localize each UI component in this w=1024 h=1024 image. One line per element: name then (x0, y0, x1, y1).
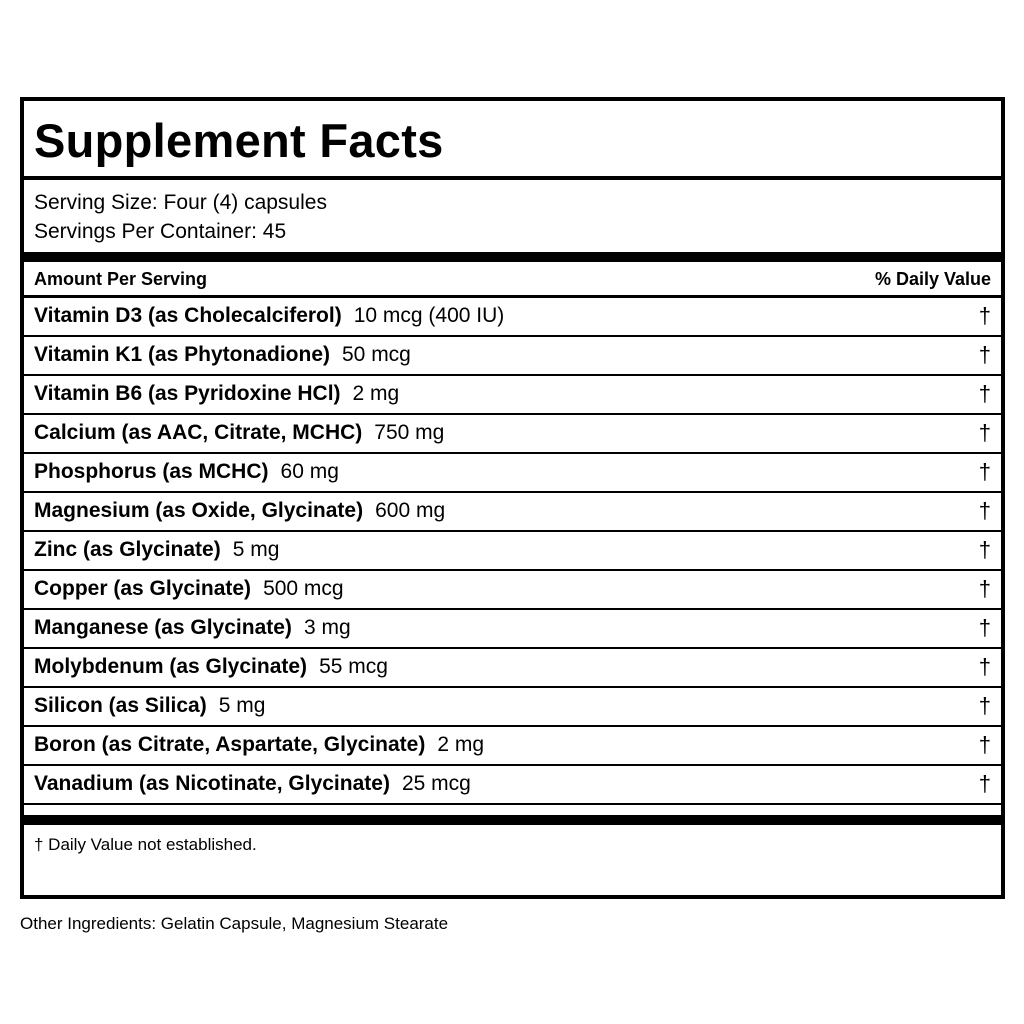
nutrient-text (34, 770, 471, 798)
daily-value-dagger: † (978, 303, 991, 328)
supplement-facts-panel (20, 97, 1005, 899)
daily-value-dagger: † (978, 732, 991, 757)
title-divider (24, 176, 1001, 180)
nutrient-text (34, 614, 351, 642)
daily-value-footnote: † Daily Value not established. (34, 835, 257, 854)
serving-size: Serving Size: Four (4) capsules (34, 191, 327, 214)
nutrient-row (24, 454, 1001, 493)
nutrient-amount: 600 mg (375, 499, 446, 522)
nutrient-text (34, 536, 279, 564)
panel-title: Supplement Facts (34, 114, 444, 167)
nutrient-name: Silicon (as Silica) (34, 694, 207, 717)
nutrient-row (24, 766, 1001, 805)
nutrient-row (24, 532, 1001, 571)
nutrient-amount: 2 mg (437, 733, 485, 756)
nutrient-amount: 25 mcg (401, 772, 471, 795)
nutrient-text (34, 341, 411, 369)
nutrient-row (24, 415, 1001, 454)
nutrient-text (34, 458, 339, 486)
servings-per-container: Servings Per Container: 45 (34, 220, 287, 243)
nutrient-amount: 60 mg (280, 460, 339, 483)
nutrient-name: Manganese (as Glycinate) (34, 616, 292, 639)
nutrient-text (34, 692, 265, 720)
nutrient-amount: 2 mg (352, 382, 400, 405)
nutrient-text (34, 302, 504, 330)
daily-value-dagger: † (978, 576, 991, 601)
nutrient-row (24, 649, 1001, 688)
nutrient-row (24, 493, 1001, 532)
nutrient-name: Zinc (as Glycinate) (34, 538, 221, 561)
nutrient-name: Copper (as Glycinate) (34, 577, 252, 600)
nutrient-row (24, 298, 1001, 337)
daily-value-dagger: † (978, 342, 991, 367)
thick-divider-bottom (24, 815, 1001, 825)
nutrient-row (24, 337, 1001, 376)
nutrient-name: Vanadium (as Nicotinate, Glycinate) (34, 772, 390, 795)
nutrient-text (34, 731, 484, 759)
nutrient-amount: 55 mcg (319, 655, 388, 678)
nutrient-amount: 5 mg (232, 538, 280, 561)
nutrient-name: Calcium (as AAC, Citrate, MCHC) (34, 421, 363, 444)
nutrient-name: Magnesium (as Oxide, Glycinate) (34, 499, 364, 522)
nutrient-text (34, 419, 444, 447)
nutrient-row (24, 376, 1001, 415)
daily-value-dagger: † (978, 381, 991, 406)
nutrient-row (24, 688, 1001, 727)
nutrient-name: Molybdenum (as Glycinate) (34, 655, 308, 678)
nutrient-row (24, 727, 1001, 766)
daily-value-dagger: † (978, 771, 991, 796)
daily-value-dagger: † (978, 420, 991, 445)
amount-per-serving-header: Amount Per Serving (34, 269, 208, 289)
nutrient-text (34, 497, 445, 525)
nutrient-amount: 5 mg (218, 694, 266, 717)
daily-value-dagger: † (978, 459, 991, 484)
other-ingredients: Other Ingredients: Gelatin Capsule, Magnesium Stearate (20, 914, 449, 933)
daily-value-dagger: † (978, 537, 991, 562)
nutrient-row (24, 571, 1001, 610)
nutrient-row (24, 610, 1001, 649)
daily-value-dagger: † (978, 693, 991, 718)
nutrient-amount: 3 mg (303, 616, 351, 639)
nutrient-name: Vitamin D3 (as Cholecalciferol) (34, 304, 342, 327)
nutrient-amount: 500 mcg (263, 577, 344, 600)
nutrient-name: Vitamin B6 (as Pyridoxine HCl) (34, 382, 341, 405)
daily-value-dagger: † (978, 615, 991, 640)
nutrient-text (34, 575, 344, 603)
nutrient-name: Phosphorus (as MCHC) (34, 460, 269, 483)
daily-value-dagger: † (978, 498, 991, 523)
nutrient-amount: 10 mcg (400 IU) (353, 304, 505, 327)
nutrient-amount: 50 mcg (342, 343, 411, 366)
nutrient-text (34, 653, 388, 681)
nutrient-amount: 750 mg (374, 421, 445, 444)
thick-divider-top (24, 252, 1001, 262)
daily-value-header: % Daily Value (874, 269, 991, 289)
nutrient-name: Boron (as Citrate, Aspartate, Glycinate) (34, 733, 426, 756)
nutrient-text (34, 380, 399, 408)
nutrient-name: Vitamin K1 (as Phytonadione) (34, 343, 330, 366)
daily-value-dagger: † (978, 654, 991, 679)
